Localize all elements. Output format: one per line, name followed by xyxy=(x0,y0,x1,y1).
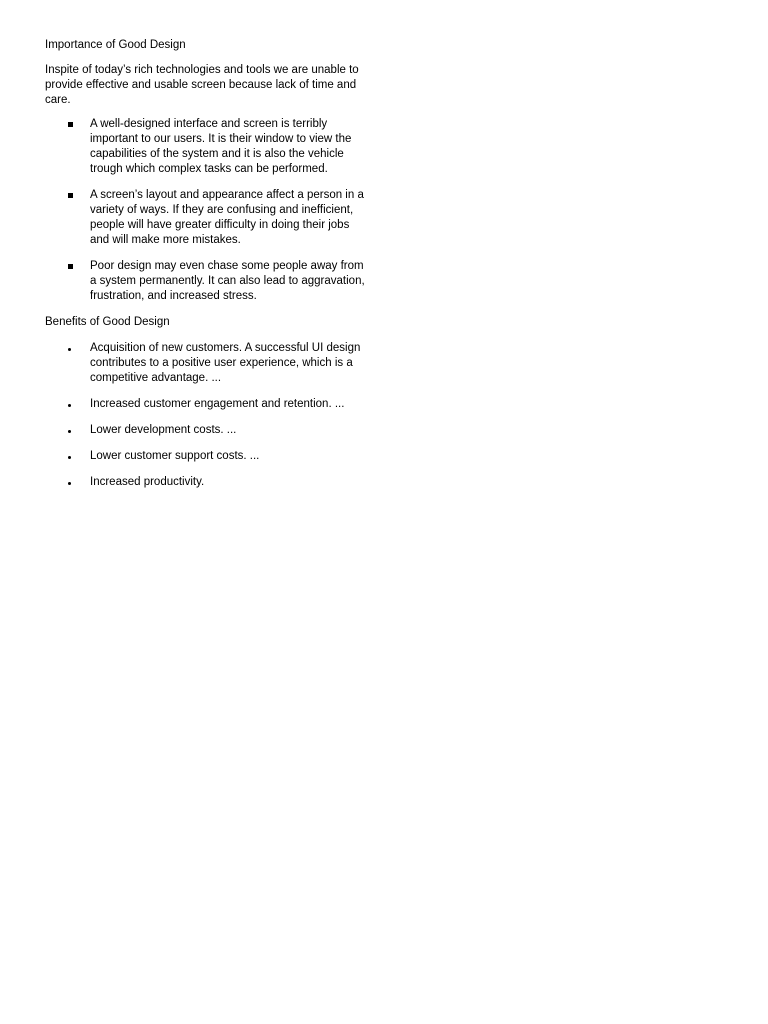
section-heading-importance: Importance of Good Design xyxy=(45,39,186,51)
list-item-text: A screen’s layout and appearance affect a person in a variety of ways. If they are confusing and inefficient, people will have greater difficulty in doing their jobs and will make more mistakes. xyxy=(90,189,364,246)
list-item xyxy=(45,449,365,464)
importance-bullet-list xyxy=(45,117,375,304)
square-bullet-icon xyxy=(68,259,78,274)
list-item xyxy=(45,117,365,177)
benefits-bullet-list xyxy=(45,341,375,490)
dot-bullet-icon xyxy=(68,449,78,464)
dot-bullet-icon xyxy=(68,341,78,356)
list-item-text: Poor design may even chase some people away from a system permanently. It can also lead to aggravation, frustration, and increased stress. xyxy=(90,260,365,302)
list-item xyxy=(45,475,365,490)
list-item xyxy=(45,341,365,386)
list-item xyxy=(45,397,365,412)
list-item xyxy=(45,188,365,248)
section-heading-benefits: Benefits of Good Design xyxy=(45,316,170,328)
list-item xyxy=(45,259,365,304)
list-item-text: Increased customer engagement and retention. ... xyxy=(90,398,345,410)
intro-paragraph: Inspite of today’s rich technologies and tools we are unable to provide effective and usable screen because lack of time and care. xyxy=(45,64,359,106)
list-item-text: Lower development costs. ... xyxy=(90,424,237,436)
square-bullet-icon xyxy=(68,117,78,132)
list-item-text: Lower customer support costs. ... xyxy=(90,450,260,462)
list-item xyxy=(45,423,365,438)
dot-bullet-icon xyxy=(68,423,78,438)
dot-bullet-icon xyxy=(68,397,78,412)
list-item-text: A well-designed interface and screen is terribly important to our users. It is their window to view the capabilities of the system and it is also the vehicle trough which complex tasks can be performed. xyxy=(90,118,352,175)
list-item-text: Acquisition of new customers. A successful UI design contributes to a positive user experience, which is a competitive advantage. ... xyxy=(90,342,361,384)
dot-bullet-icon xyxy=(68,475,78,490)
square-bullet-icon xyxy=(68,188,78,203)
list-item-text: Increased productivity. xyxy=(90,476,205,488)
document-page xyxy=(45,38,375,501)
